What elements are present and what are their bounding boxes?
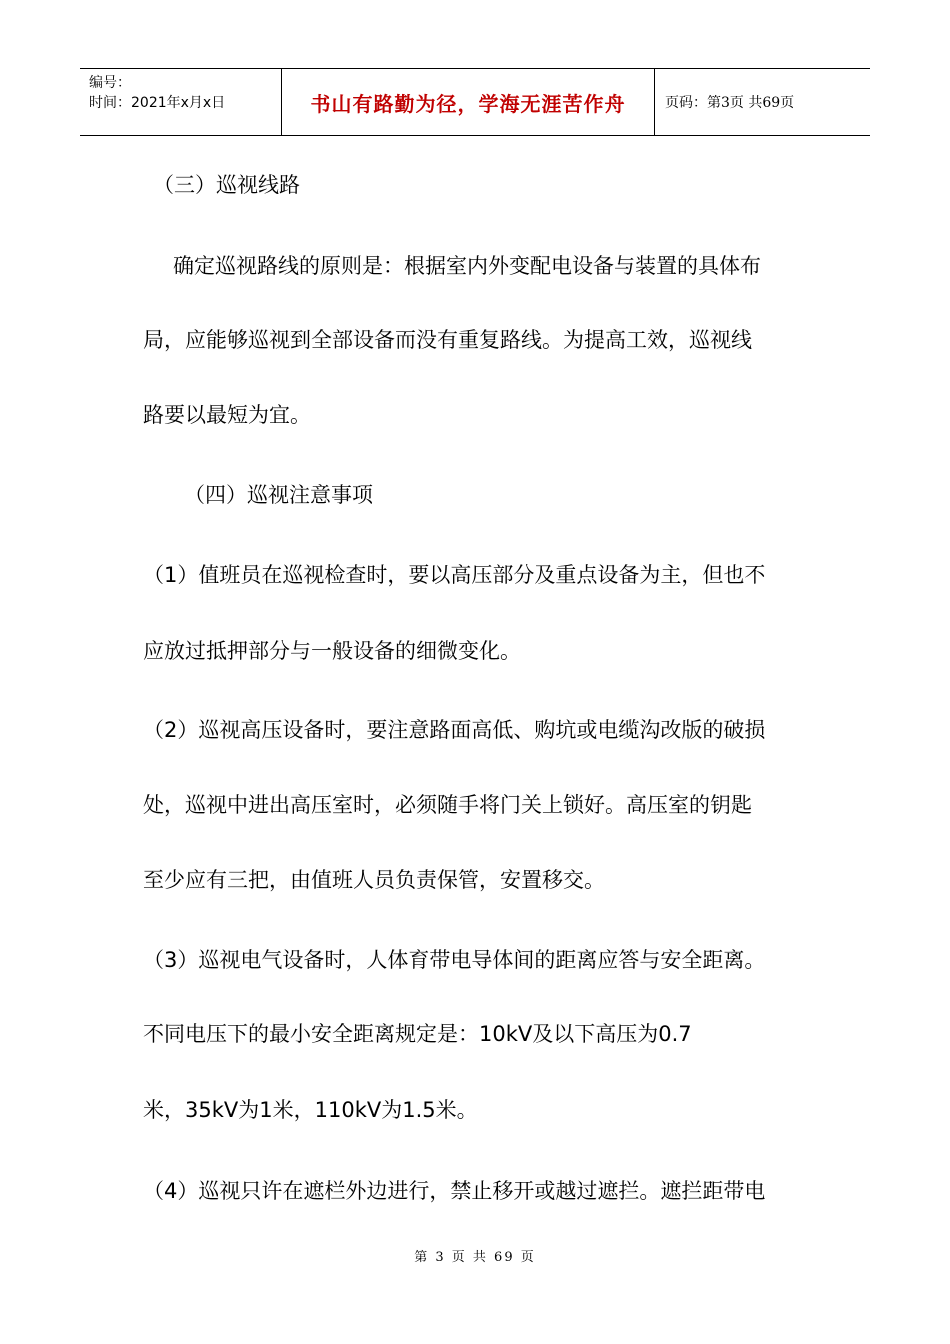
paragraph-line: 至少应有三把，由值班人员负责保管，安置移交。 — [143, 868, 605, 892]
section-heading-4: （四）巡视注意事项 — [184, 483, 373, 507]
section-heading-3: （三）巡视线路 — [153, 173, 300, 197]
list-item-1: （1）值班员在巡视检查时，要以高压部分及重点设备为主，但也不 — [143, 563, 766, 587]
document-date: 时间：2021年x月x日 — [89, 95, 226, 111]
paragraph-line: 路要以最短为宜。 — [143, 403, 311, 427]
page-header — [80, 68, 870, 136]
header-meta — [80, 69, 282, 135]
header-motto: 书山有路勤为径，学海无涯苦作舟 — [282, 69, 655, 135]
paragraph-line: 局，应能够巡视到全部设备而没有重复路线。为提高工效，巡视线 — [143, 328, 752, 352]
paragraph-line: 米，35kV为1米，110kV为1.5米。 — [143, 1098, 478, 1122]
page-footer: 第 3 页 共 69 页 — [414, 1250, 536, 1265]
list-item-4: （4）巡视只许在遮栏外边进行，禁止移开或越过遮拦。遮拦距带电 — [143, 1179, 766, 1203]
paragraph-line: 不同电压下的最小安全距离规定是：10kV及以下高压为0.7 — [143, 1022, 692, 1046]
paragraph-line: 应放过抵押部分与一般设备的细微变化。 — [143, 639, 521, 663]
paragraph-line: 处，巡视中进出高压室时，必须随手将门关上锁好。高压室的钥匙 — [143, 793, 752, 817]
document-number-label: 编号： — [89, 75, 131, 91]
header-page-info: 页码：第3页 共69页 — [665, 95, 795, 111]
list-item-2: （2）巡视高压设备时，要注意路面高低、购坑或电缆沟改版的破损 — [143, 718, 766, 742]
list-item-3: （3）巡视电气设备时，人体育带电导体间的距离应答与安全距离。 — [143, 948, 766, 972]
paragraph-line: 确定巡视路线的原则是：根据室内外变配电设备与装置的具体布 — [173, 254, 761, 278]
